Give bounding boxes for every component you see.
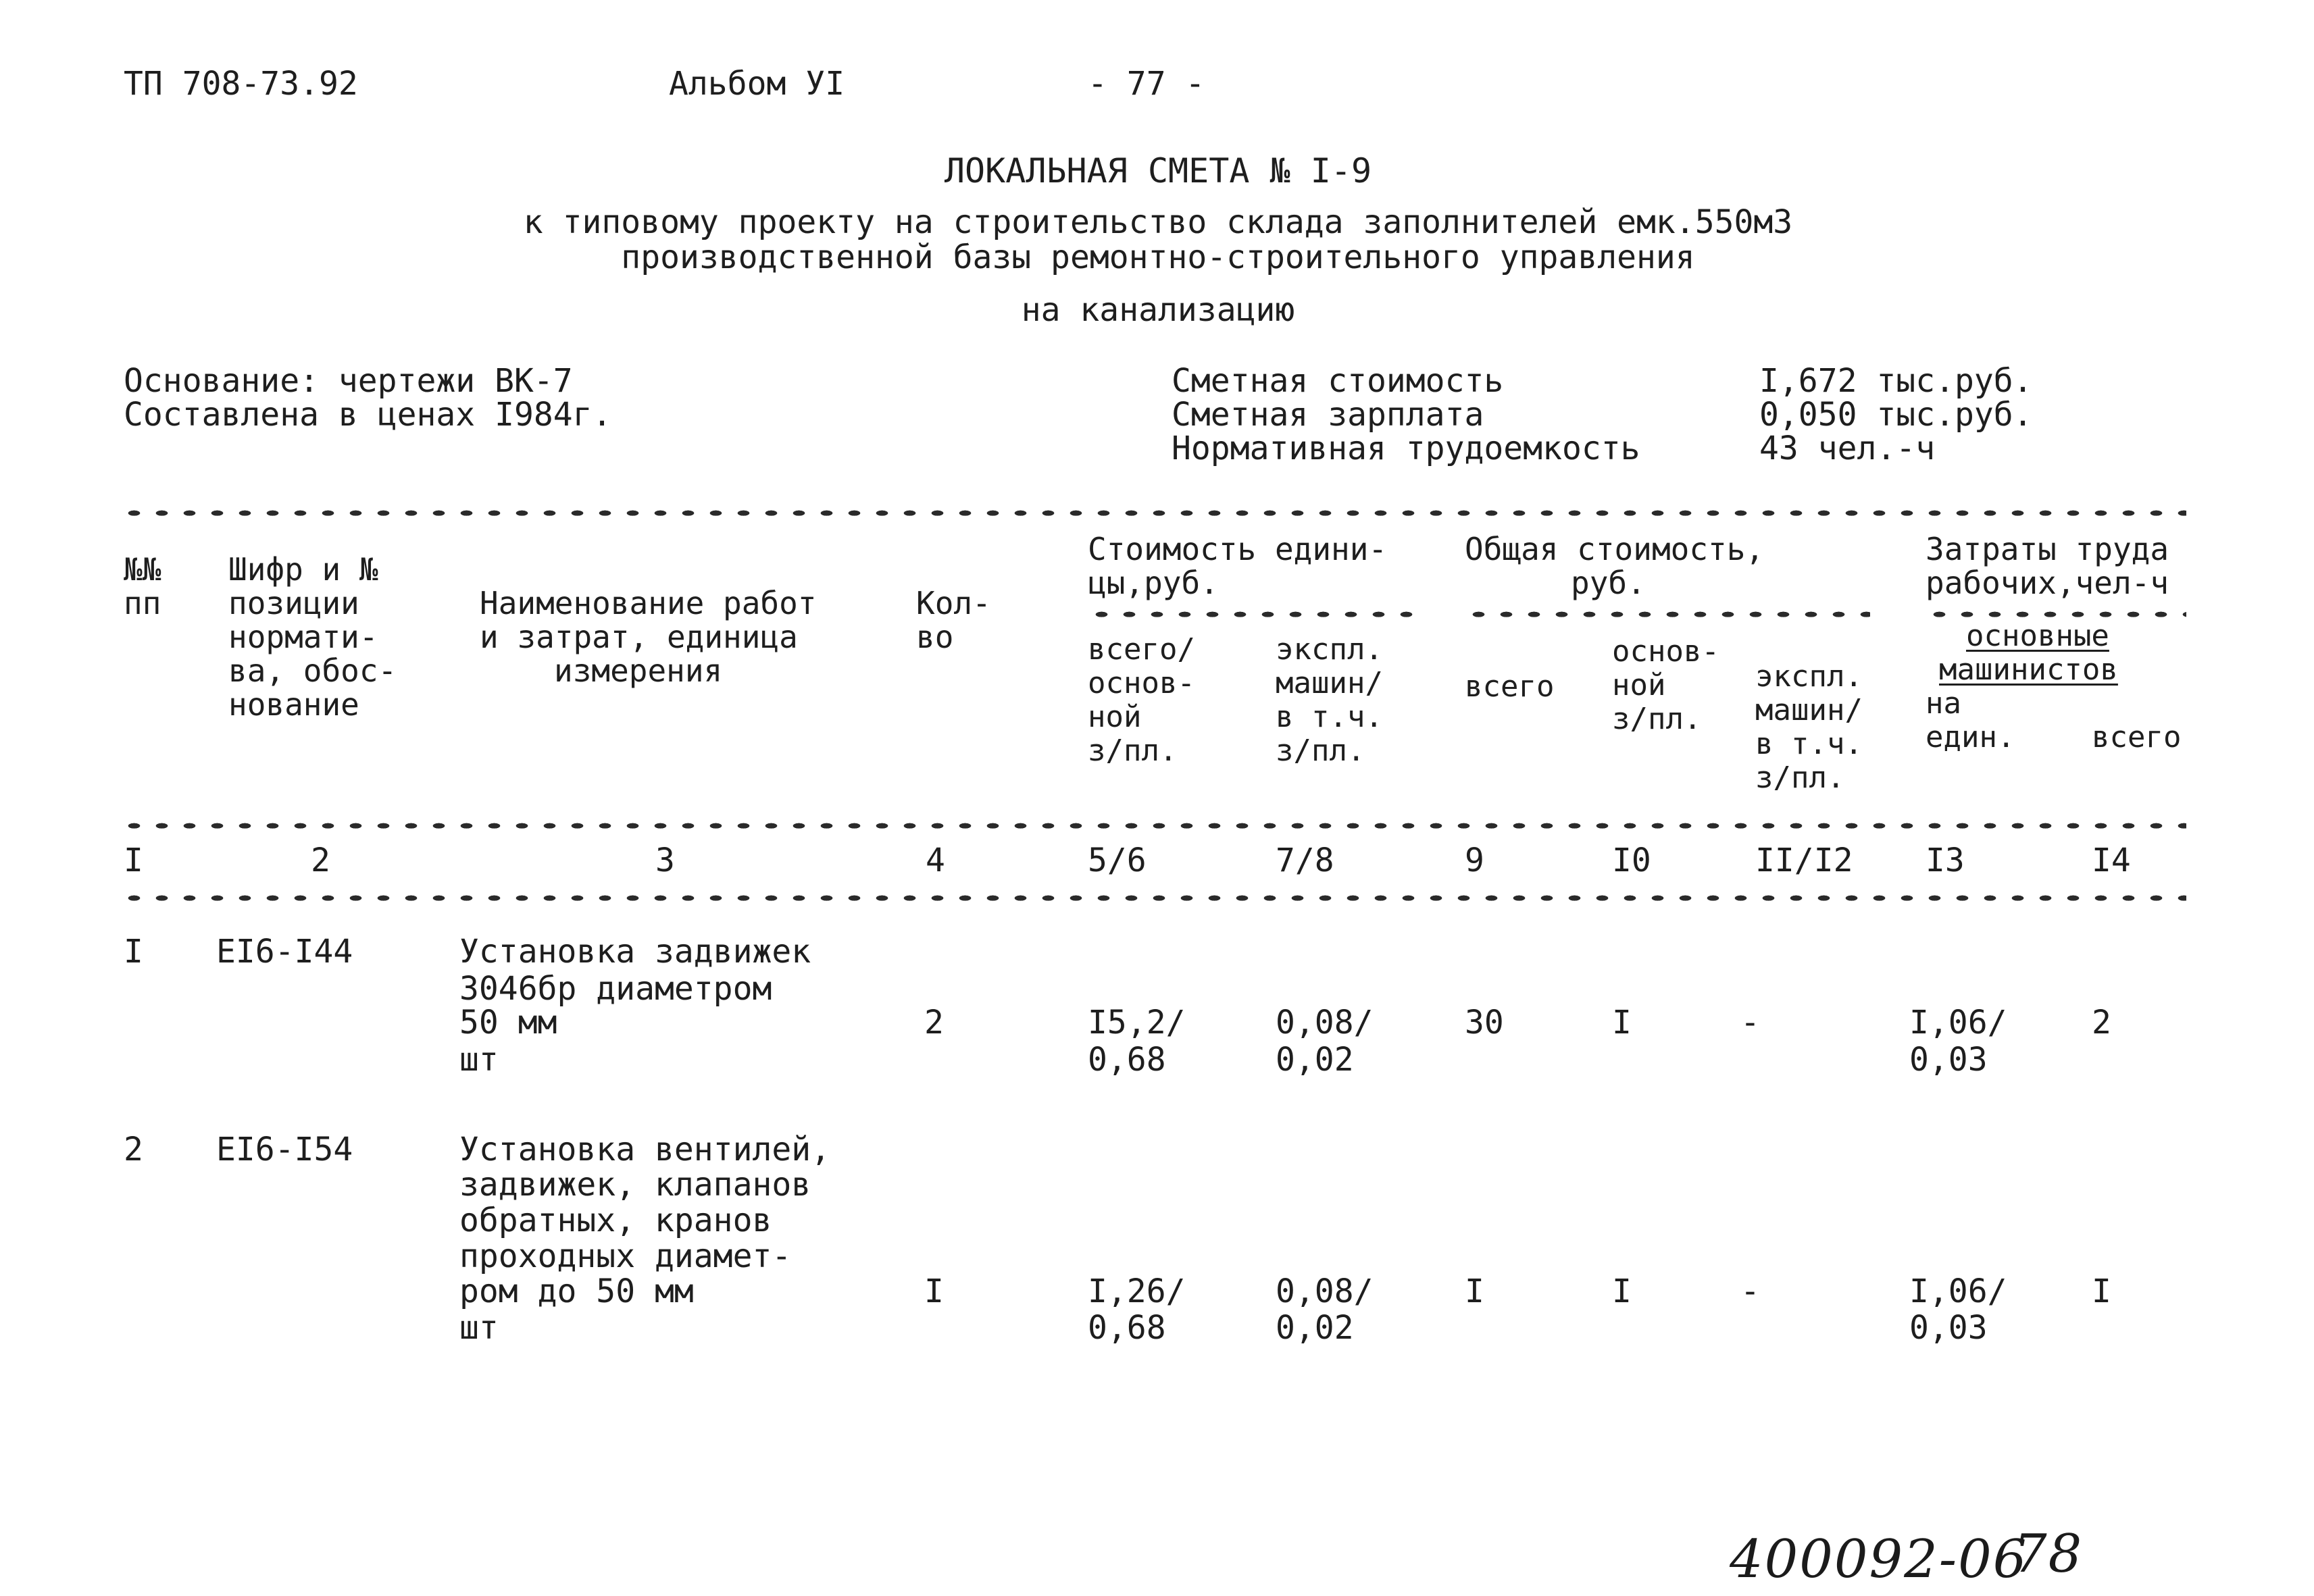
cost-value: I,672 тыс.руб. [1759,362,2033,400]
basis-text: Основание: чертежи ВК-7 [124,362,573,400]
row1-unit-cost-1: I5,2/ [1088,1004,1186,1041]
header-total-base-3: з/пл. [1612,702,1702,736]
header-code-4: ва, обос- [228,652,397,689]
header-unit-cost-2: цы,руб. [1088,565,1219,601]
header-total-base-2: ной [1612,668,1666,702]
labor-value: 43 чел.-ч [1759,430,1936,467]
cost-label: Сметная стоимость [1172,362,1504,400]
header-total-cost-2: руб. [1571,565,1646,601]
header-labor-total: всего [2092,720,2182,754]
estimate-subtitle-line3: на канализацию [1021,291,1295,329]
header-name-2: и затрат, единица [480,619,798,655]
row2-qty: I [924,1272,944,1310]
row1-labor-total: 2 [2092,1004,2111,1041]
row1-name-3: 50 мм [459,1004,557,1041]
row2-labor-per-2: 0,03 [1909,1309,1988,1347]
row2-code: EI6-I54 [216,1131,353,1168]
row2-name-3: обратных, кранов [459,1202,772,1239]
row2-unit-mach-1: 0,08/ [1276,1272,1374,1310]
row2-labor-per-1: I,06/ [1909,1272,2007,1310]
row1-total-base: I [1612,1004,1632,1041]
header-total-mach-3: в т.ч. [1755,727,1863,761]
header-labor-1: Затраты труда [1926,531,2169,567]
row1-name-1: Установка задвижек [459,933,811,971]
header-unit-total-4: з/пл. [1088,733,1178,768]
row1-code: EI6-I44 [216,933,353,971]
header-num-2: пп [124,585,161,621]
header-total-all: всего [1465,669,1555,704]
header-unit-cost-1: Стоимость едини- [1088,531,1388,567]
header-unit-mach-2: машин/ [1276,666,1383,700]
col-number-9: II/I2 [1755,842,1853,879]
row2-total-mach: - [1740,1272,1760,1310]
header-total-mach-4: з/пл. [1755,761,1845,795]
col-number-2: 2 [311,842,330,879]
row2-name-5: ром до 50 мм [459,1272,694,1310]
column-numbers-bottom-rule [120,893,2186,902]
row1-name-4: шт [459,1041,499,1079]
labor-label: Нормативная трудоемкость [1172,430,1640,467]
header-labor-drivers: машинистов [1939,652,2118,687]
row1-qty: 2 [924,1004,944,1041]
row2-name-1: Установка вентилей, [459,1131,831,1168]
header-labor-rule [1926,609,2186,619]
row2-num: 2 [124,1131,143,1168]
row2-unit-cost-2: 0,68 [1088,1309,1166,1347]
header-code-3: нормати- [228,619,378,655]
row1-name-2: 3046бр диаметром [459,970,772,1008]
col-number-5: 5/6 [1088,842,1147,879]
header-unit-total-3: ной [1088,700,1142,734]
row2-name-4: проходных диамет- [459,1237,792,1275]
header-qty-2: во [916,619,954,655]
row1-labor-per-1: I,06/ [1909,1004,2007,1041]
col-number-10: I3 [1926,842,1965,879]
header-total-base-1: основ- [1612,634,1719,669]
row1-unit-mach-1: 0,08/ [1276,1004,1374,1041]
header-total-mach-1: экспл. [1755,659,1863,694]
table-top-rule [120,508,2186,517]
header-name-1: Наименование работ [480,585,817,621]
header-labor-main: основные [1966,619,2109,653]
col-number-11: I4 [2092,842,2131,879]
row2-total: I [1465,1272,1484,1310]
row1-total-mach: - [1740,1004,1760,1041]
header-unit-mach-1: экспл. [1276,632,1383,667]
col-number-3: 3 [655,842,675,879]
handwritten-code: 400092-06 [1730,1529,2028,1590]
project-code: ТП 708-73.92 [124,65,358,103]
header-unit-total-2: основ- [1088,666,1195,700]
row1-total: 30 [1465,1004,1504,1041]
header-unit-mach-4: з/пл. [1276,733,1365,768]
page-number: - 77 - [1088,65,1205,103]
col-number-1: I [124,842,143,879]
header-name-3: измерения [554,652,723,689]
header-qty-1: Кол- [916,585,991,621]
row1-unit-mach-2: 0,02 [1276,1041,1354,1079]
header-total-mach-2: машин/ [1755,693,1863,727]
header-unit-mach-3: в т.ч. [1276,700,1383,734]
header-num-1: №№ [124,551,161,588]
col-number-8: I0 [1612,842,1651,879]
row1-num: I [124,933,143,971]
header-labor-2: рабочих,чел-ч [1926,565,2169,601]
estimate-title: ЛОКАЛЬНАЯ СМЕТА № I-9 [944,151,1372,190]
col-number-4: 4 [926,842,945,879]
header-labor-per-1: на [1926,686,1961,721]
header-total-cost-1: Общая стоимость, [1465,531,1765,567]
header-code-5: нование [228,686,359,723]
column-numbers-top-rule [120,821,2186,830]
estimate-subtitle-line2: производственной базы ремонтно-строительного управления [621,238,1695,276]
row2-name-6: шт [459,1309,499,1347]
header-code-2: позиции [228,585,359,621]
album-label: Альбом УI [669,65,845,103]
header-code-1: Шифр и № [228,551,378,588]
estimate-subtitle-line1: к типовому проекту на строительство склада заполнителей емк.550м3 [523,203,1793,241]
row2-total-base: I [1612,1272,1632,1310]
salary-value: 0,050 тыс.руб. [1759,396,2033,434]
row2-unit-mach-2: 0,02 [1276,1309,1354,1347]
header-total-cost-rule [1465,609,1870,619]
row1-labor-per-2: 0,03 [1909,1041,1988,1079]
col-number-6: 7/8 [1276,842,1334,879]
handwritten-page: 78 [2013,1524,2084,1585]
row1-unit-cost-2: 0,68 [1088,1041,1166,1079]
row2-labor-total: I [2092,1272,2111,1310]
row2-unit-cost-1: I,26/ [1088,1272,1186,1310]
header-unit-total-1: всего/ [1088,632,1195,667]
header-labor-per-2: един. [1926,720,2015,754]
salary-label: Сметная зарплата [1172,396,1484,434]
header-unit-cost-rule [1088,609,1426,619]
row2-name-2: задвижек, клапанов [459,1166,811,1204]
col-number-7: 9 [1465,842,1484,879]
prices-text: Составлена в ценах I984г. [124,396,612,434]
